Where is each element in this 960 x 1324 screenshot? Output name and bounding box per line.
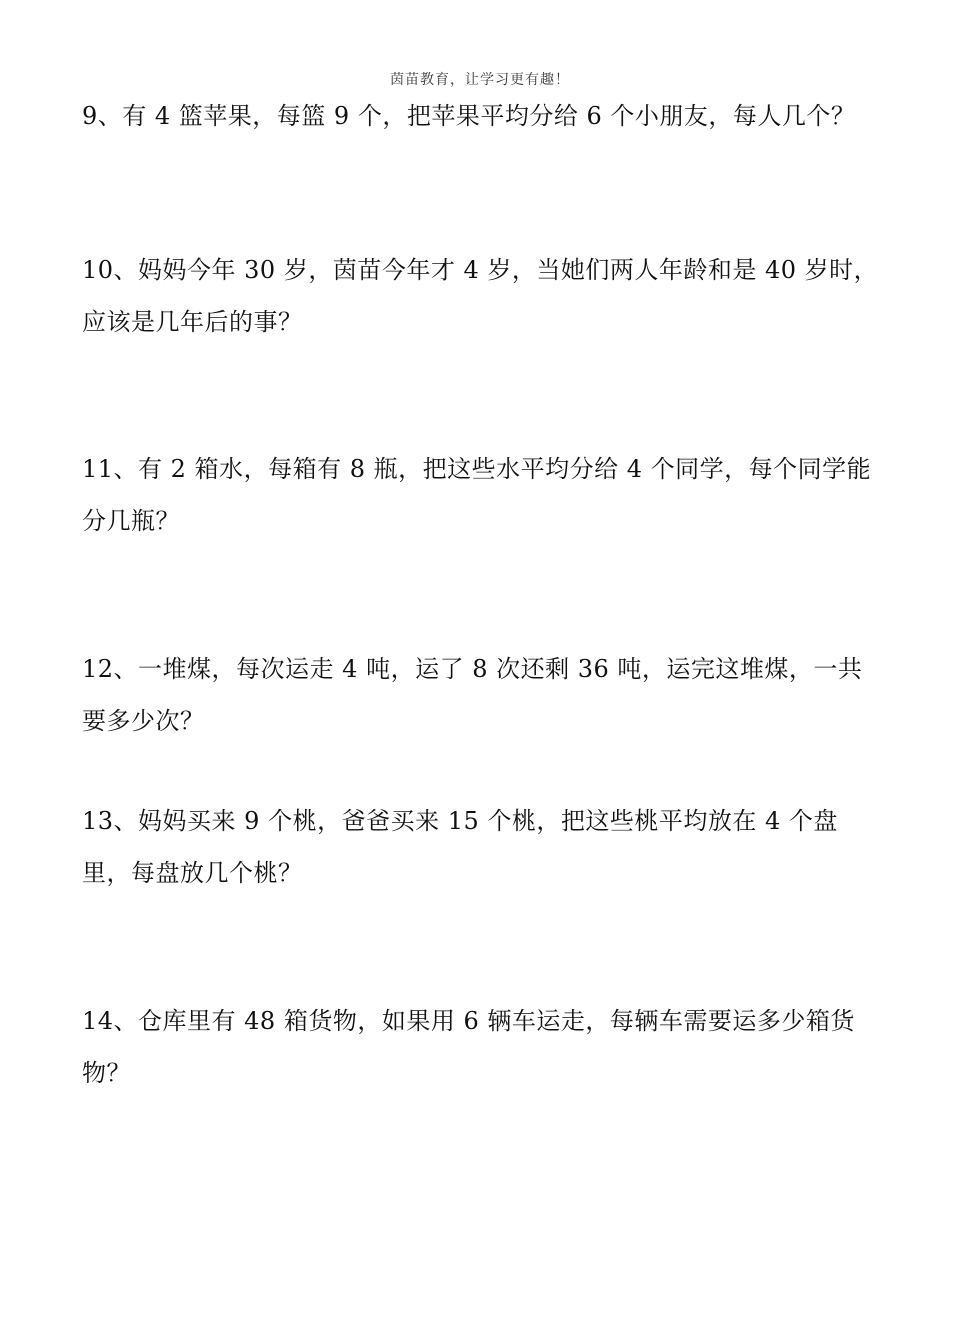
question-10: 10、妈妈今年 30 岁，茵苗今年才 4 岁，当她们两人年龄和是 40 岁时，应该是几年后的事？ xyxy=(82,256,879,336)
question-11: 11、有 2 箱水，每箱有 8 瓶，把这些水平均分给 4 个同学，每个同学能分几瓶？ xyxy=(82,455,872,535)
question-13: 13、妈妈买来 9 个桃，爸爸买来 15 个桃，把这些桃平均放在 4 个盘里，每盘放几个桃？ xyxy=(82,807,838,887)
header-note: 茵苗教育，让学习更有趣！ xyxy=(390,72,570,88)
question-9: 9、有 4 篮苹果，每篮 9 个，把苹果平均分给 6 个小朋友，每人几个？ xyxy=(82,102,856,130)
question-12: 12、一堆煤，每次运走 4 吨，运了 8 次还剩 36 吨，运完这堆煤，一共要多少次？ xyxy=(82,655,863,735)
question-14: 14、仓库里有 48 箱货物，如果用 6 辆车运走，每辆车需要运多少箱货物？ xyxy=(82,1007,855,1087)
